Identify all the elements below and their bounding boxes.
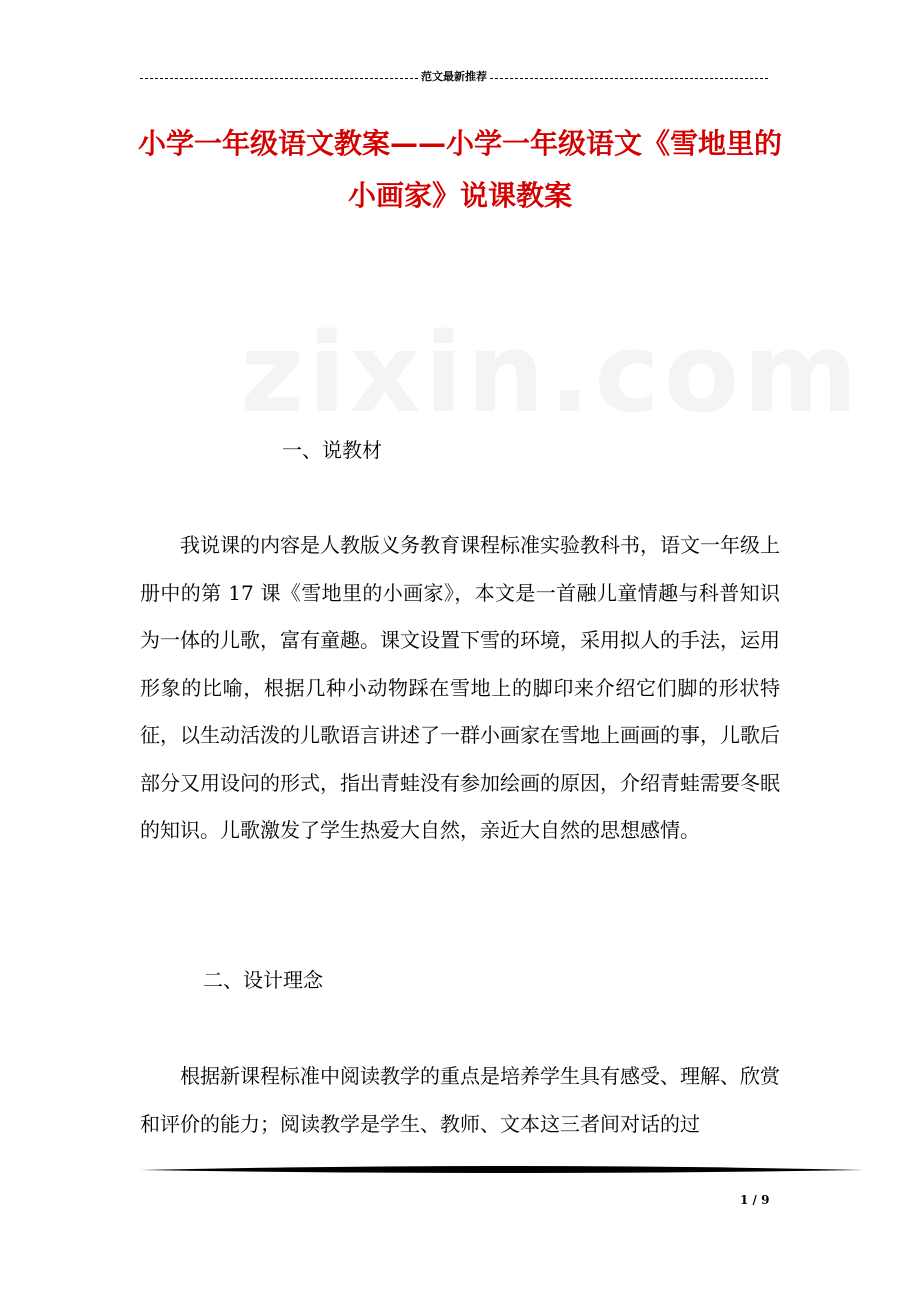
header-dash-right (490, 78, 768, 79)
document-title (120, 118, 800, 222)
header-rule (140, 68, 768, 86)
footer-rule (140, 1162, 864, 1178)
section-2-heading: 二、设计理念 (203, 968, 323, 992)
header-label: 范文最新推荐 (421, 70, 487, 83)
title-line-1: 小学一年级语文教案——小学一年级语文《雪地里的 (137, 127, 782, 160)
watermark (240, 318, 862, 428)
section-1-paragraph: 我说课的内容是人教版义务教育课程标准实验教科书，语文一年级上册中的第 17 课《雪地里的小画家》，本文是一首融儿童情趣与科普知识为一体的儿歌，富有童趣。课文设置下雪的环境，采用拟人的手法，运用形象的比喻，根据几种小动物踩在雪地上的脚印来介绍它们脚的形状特征，以生动活泼的儿歌语言讲述了一群小画家在雪地上画画的事，儿歌后部分又用设问的形式，指出青蛙没有参加绘画的原因，介绍青蛙需要冬眠的知识。儿歌激发了学生热爱大自然，亲近大自然的思想感情。 (140, 533, 780, 842)
page-number: 1 / 9 (740, 1193, 770, 1207)
title-line-2: 小画家》说课教案 (347, 179, 572, 212)
section-2-paragraph: 根据新课程标准中阅读教学的重点是培养学生具有感受、理解、欣赏和评价的能力；阅读教学是学生、教师、文本这三者间对话的过 (140, 1064, 780, 1136)
section-1-heading: 一、说教材 (282, 438, 382, 462)
header-dash-left (140, 78, 418, 79)
